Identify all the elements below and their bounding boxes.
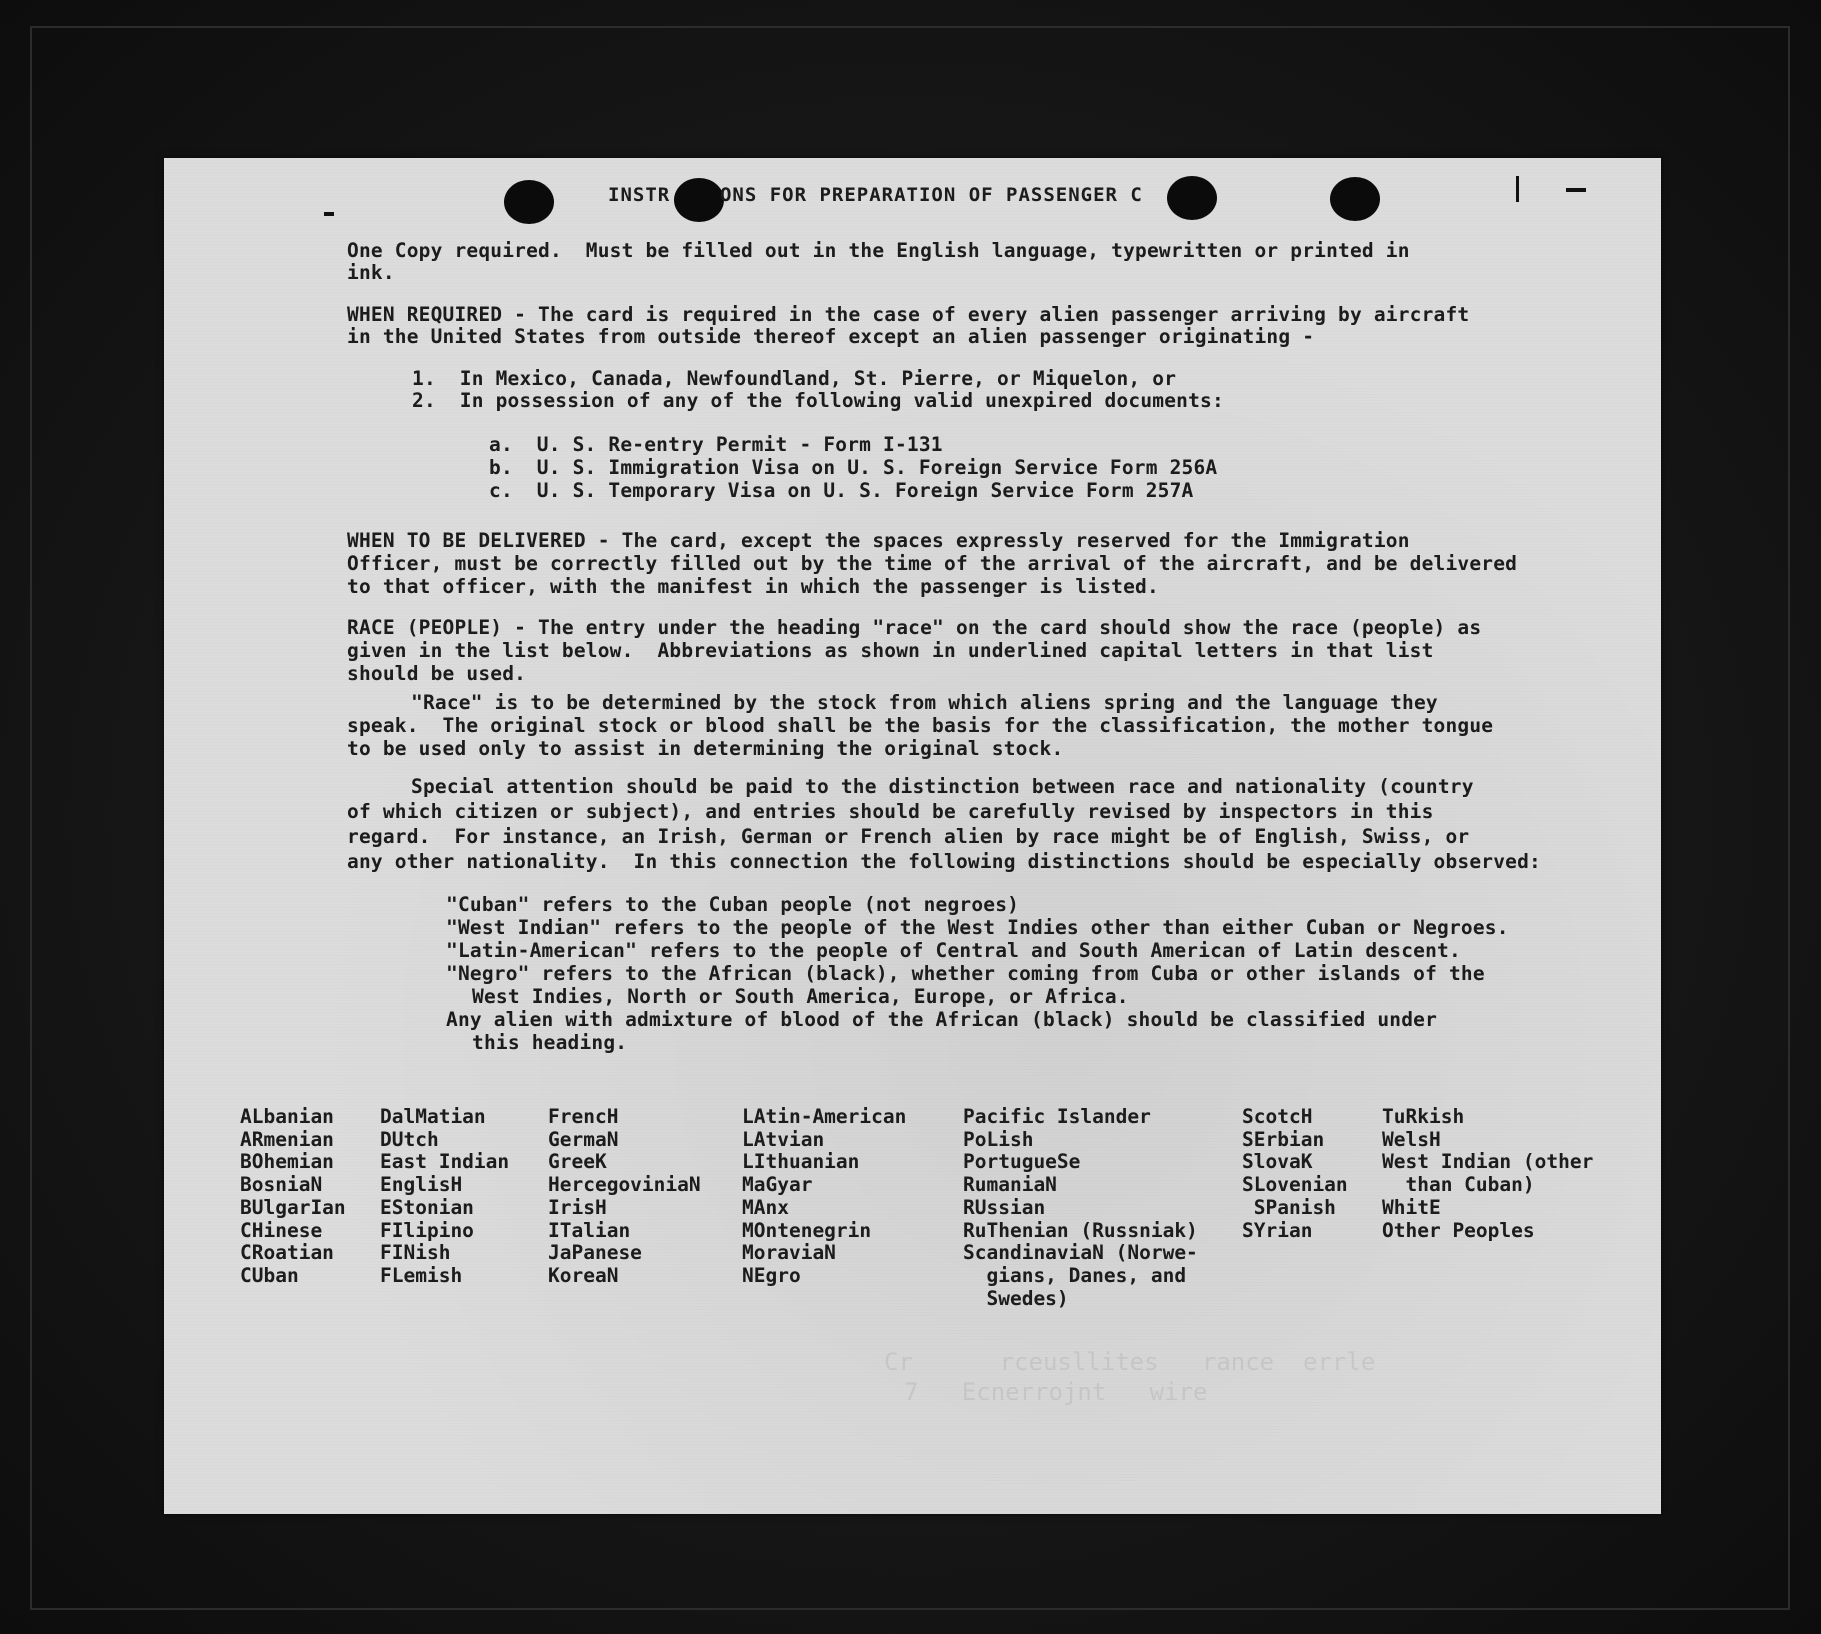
race-entry: NEgro: [742, 1263, 801, 1287]
body-line: any other nationality. In this connection the following distinctions should be especially observed:: [347, 850, 1541, 873]
body-line: "Race" is to be determined by the stock from which aliens spring and the language they: [411, 691, 1438, 714]
race-entry: CUban: [240, 1263, 299, 1287]
race-entry: FLemish: [380, 1263, 463, 1287]
bleed-through-text: Cr rceusllites rance errle: [884, 1348, 1376, 1376]
body-line: One Copy required. Must be filled out in the English language, typewritten or printed in: [347, 239, 1410, 262]
definition-line: "Cuban" refers to the Cuban people (not negroes): [446, 893, 1020, 916]
race-entry: TuRkish: [1382, 1105, 1465, 1128]
race-column: [963, 1106, 1198, 1310]
body-line: speak. The original stock or blood shall be the basis for the classification, the mother tongue: [347, 714, 1494, 737]
race-entry: MAnx: [742, 1195, 789, 1219]
race-entry: KoreaN: [548, 1263, 619, 1287]
ink-mark: [324, 212, 334, 216]
race-entry: BOhemian: [240, 1150, 334, 1174]
definition-line: "Negro" refers to the African (black), whether coming from Cuba or other islands of the: [446, 962, 1485, 985]
punch-hole: [1167, 176, 1217, 220]
race-entry: CHinese: [240, 1218, 323, 1242]
ink-mark: [1566, 188, 1586, 192]
definition-line: Any alien with admixture of blood of the African (black) should be classified under: [446, 1008, 1438, 1031]
race-entry: IrisH: [548, 1195, 607, 1219]
race-entry: FINish: [380, 1241, 451, 1265]
race-entry: West Indian (other: [1382, 1150, 1594, 1174]
race-entry: GermaN: [548, 1127, 619, 1151]
race-entry: ALbanian: [240, 1105, 334, 1128]
race-entry: EnglisH: [380, 1173, 463, 1197]
race-entry: BUlgarIan: [240, 1195, 346, 1219]
race-entry: DUtch: [380, 1127, 439, 1151]
document-page: [164, 158, 1661, 1514]
race-entry: CRoatian: [240, 1241, 334, 1265]
race-entry: GreeK: [548, 1150, 607, 1174]
race-column: [548, 1106, 701, 1288]
body-line: of which citizen or subject), and entries should be carefully revised by inspectors in this: [347, 800, 1434, 823]
body-line: to that officer, with the manifest in which the passenger is listed.: [347, 575, 1159, 598]
race-entry: RUssian: [963, 1195, 1046, 1219]
body-line: ink.: [347, 261, 395, 284]
race-entry: FrencH: [548, 1105, 619, 1128]
race-entry: WhitE: [1382, 1195, 1441, 1219]
body-line: to be used only to assist in determining the original stock.: [347, 737, 1064, 760]
race-column: [240, 1106, 346, 1288]
race-entry: ITalian: [548, 1218, 631, 1242]
definition-line: this heading.: [472, 1031, 628, 1054]
race-entry: DalMatian: [380, 1105, 486, 1128]
race-entry: Swedes): [963, 1286, 1069, 1310]
race-entry: LAtvian: [742, 1127, 825, 1151]
race-entry: SlovaK: [1242, 1150, 1313, 1174]
body-line: RACE (PEOPLE) - The entry under the heading "race" on the card should show the race (people) as: [347, 616, 1482, 639]
race-entry: HercegoviniaN: [548, 1173, 701, 1197]
race-entry: MaGyar: [742, 1173, 813, 1197]
race-entry: FIlipino: [380, 1218, 474, 1242]
punch-hole: [504, 180, 554, 224]
race-column: [380, 1106, 509, 1288]
race-entry: than Cuban): [1382, 1173, 1535, 1197]
race-entry: SYrian: [1242, 1218, 1313, 1242]
body-line: should be used.: [347, 662, 527, 685]
race-entry: SErbian: [1242, 1127, 1325, 1151]
punch-hole: [1330, 177, 1380, 221]
document-title: INSTR ONS FOR PREPARATION OF PASSENGER C: [608, 184, 1143, 206]
list-line: 1. In Mexico, Canada, Newfoundland, St. Pierre, or Miquelon, or: [412, 367, 1177, 390]
sublist-line: c. U. S. Temporary Visa on U. S. Foreign Service Form 257A: [489, 479, 1194, 502]
ink-mark: [1516, 176, 1519, 202]
race-entry: SPanish: [1242, 1195, 1336, 1219]
race-entry: PoLish: [963, 1127, 1034, 1151]
race-entry: MoraviaN: [742, 1241, 836, 1265]
race-entry: LAtin-American: [742, 1105, 907, 1128]
race-entry: RuThenian (Russniak): [963, 1218, 1198, 1242]
list-line: 2. In possession of any of the following valid unexpired documents:: [412, 389, 1224, 412]
sublist-line: b. U. S. Immigration Visa on U. S. Foreign Service Form 256A: [489, 456, 1218, 479]
definition-line: West Indies, North or South America, Europe, or Africa.: [472, 985, 1129, 1008]
race-entry: LIthuanian: [742, 1150, 860, 1174]
definition-line: "Latin-American" refers to the people of Central and South American of Latin descent.: [446, 939, 1461, 962]
race-entry: Pacific Islander: [963, 1105, 1151, 1128]
race-entry: SLovenian: [1242, 1173, 1348, 1197]
race-entry: JaPanese: [548, 1241, 642, 1265]
race-entry: gians, Danes, and: [963, 1263, 1187, 1287]
race-entry: PortugueSe: [963, 1150, 1081, 1174]
body-line: Special attention should be paid to the distinction between race and nationality (country: [411, 775, 1474, 798]
race-entry: ARmenian: [240, 1127, 334, 1151]
race-entry: WelsH: [1382, 1127, 1441, 1151]
race-column: [1242, 1106, 1348, 1242]
bleed-through-text: 7 Ecnerrojnt wire: [904, 1378, 1208, 1406]
race-column: [742, 1106, 906, 1288]
race-entry: East Indian: [380, 1150, 510, 1174]
race-entry: BosniaN: [240, 1173, 323, 1197]
race-entry: Other Peoples: [1382, 1218, 1535, 1242]
race-entry: EStonian: [380, 1195, 474, 1219]
race-entry: MOntenegrin: [742, 1218, 872, 1242]
definition-line: "West Indian" refers to the people of the West Indies other than either Cuban or Negroes.: [446, 916, 1509, 939]
race-entry: ScandinaviaN (Norwe-: [963, 1241, 1198, 1265]
body-line: given in the list below. Abbreviations as shown in underlined capital letters in that list: [347, 639, 1434, 662]
race-entry: RumaniaN: [963, 1173, 1057, 1197]
body-line: in the United States from outside thereof except an alien passenger originating -: [347, 325, 1315, 348]
sublist-line: a. U. S. Re-entry Permit - Form I-131: [489, 433, 943, 456]
race-entry: ScotcH: [1242, 1105, 1313, 1128]
body-line: WHEN TO BE DELIVERED - The card, except the spaces expressly reserved for the Immigration: [347, 529, 1410, 552]
body-line: WHEN REQUIRED - The card is required in the case of every alien passenger arriving by aircraft: [347, 303, 1470, 326]
race-column: [1382, 1106, 1593, 1242]
body-line: Officer, must be correctly filled out by the time of the arrival of the aircraft, and be delivered: [347, 552, 1518, 575]
body-line: regard. For instance, an Irish, German or French alien by race might be of English, Swiss, or: [347, 825, 1470, 848]
